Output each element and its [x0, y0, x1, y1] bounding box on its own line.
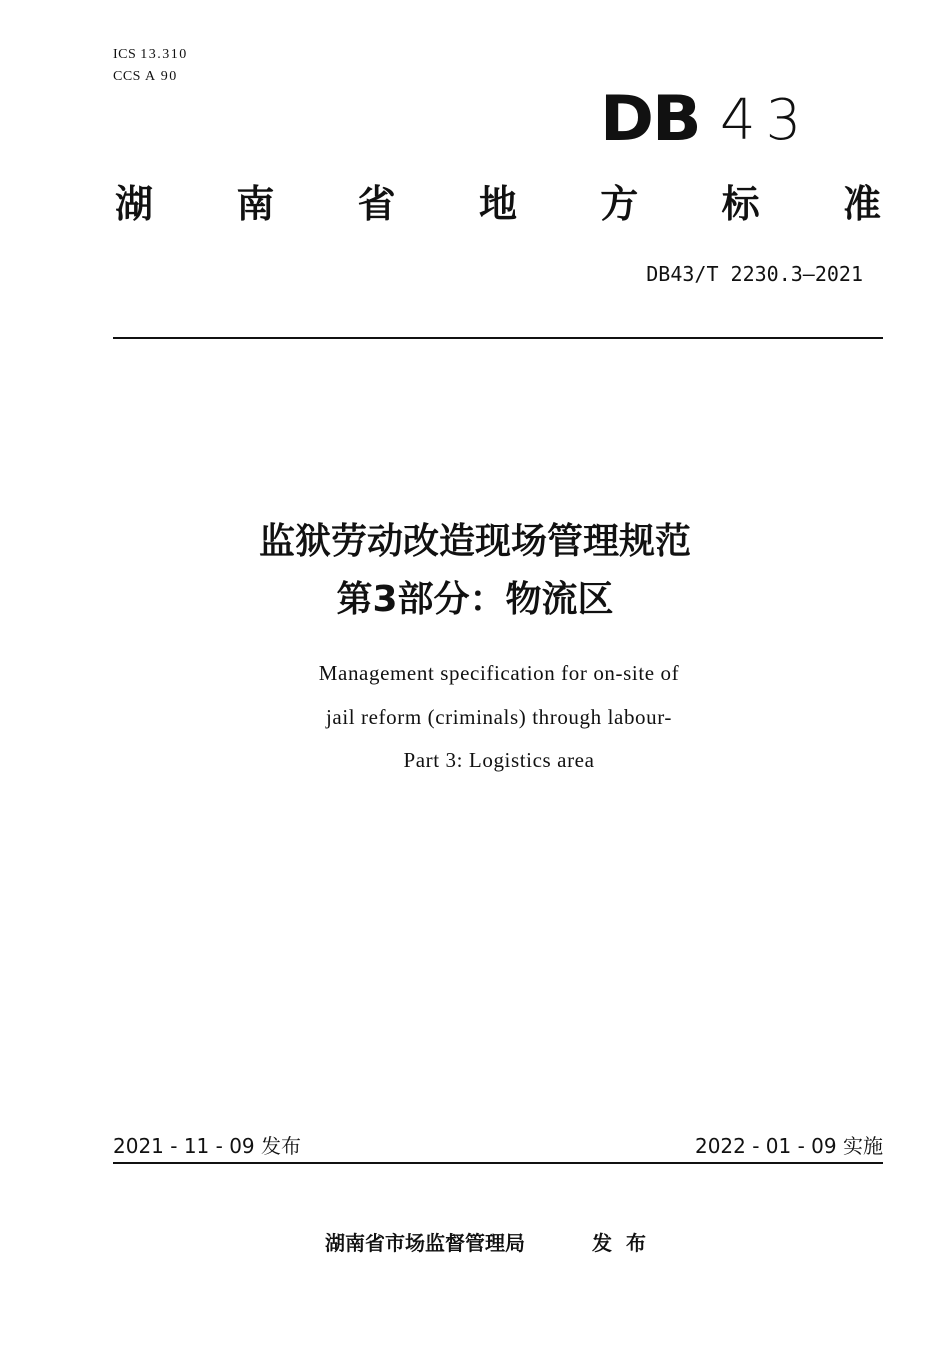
bottom-divider — [113, 1162, 883, 1164]
title-en-line2: jail reform (criminals) through labour- — [325, 705, 673, 729]
ics-line — [113, 44, 188, 66]
db-logo-mark: DB — [600, 82, 700, 155]
standard-type-char: 湖 — [114, 182, 153, 226]
standard-type-heading — [113, 180, 883, 228]
ics-label: ICS — [113, 47, 137, 62]
title-en-line3: Part 3: Logistics area — [403, 748, 595, 772]
db-logo-number: 43 — [720, 88, 812, 153]
standard-type-char: 省 — [357, 182, 396, 226]
standard-type-char: 地 — [478, 182, 517, 226]
publish-date: 2021 - 11 - 09 发布 — [113, 1134, 302, 1158]
top-divider — [113, 337, 883, 339]
implementation-date: 2022 - 01 - 09 实施 — [694, 1134, 883, 1158]
ccs-line — [113, 66, 188, 88]
ccs-value: A 90 — [144, 69, 178, 84]
title-cn-line2: 第3部分：物流区 — [336, 579, 614, 620]
issuing-authority: 湖南省市场监督管理局 — [325, 1231, 525, 1255]
standard-code: DB43/T 2230.3—2021 — [646, 262, 863, 286]
issue-action: 发布 — [592, 1231, 660, 1255]
standard-type-char: 标 — [721, 182, 760, 226]
title-en-line1: Management specification for on-site of — [318, 661, 680, 685]
title-cn-line1: 监狱劳动改造现场管理规范 — [258, 521, 691, 562]
ics-value: 13.310 — [140, 47, 188, 62]
ccs-label: CCS — [113, 69, 141, 84]
classification-codes — [113, 44, 188, 88]
standard-type-char: 南 — [236, 182, 275, 226]
standard-type-char: 方 — [600, 182, 639, 226]
db-standard-logo — [600, 82, 812, 155]
standard-type-char: 准 — [842, 182, 881, 226]
